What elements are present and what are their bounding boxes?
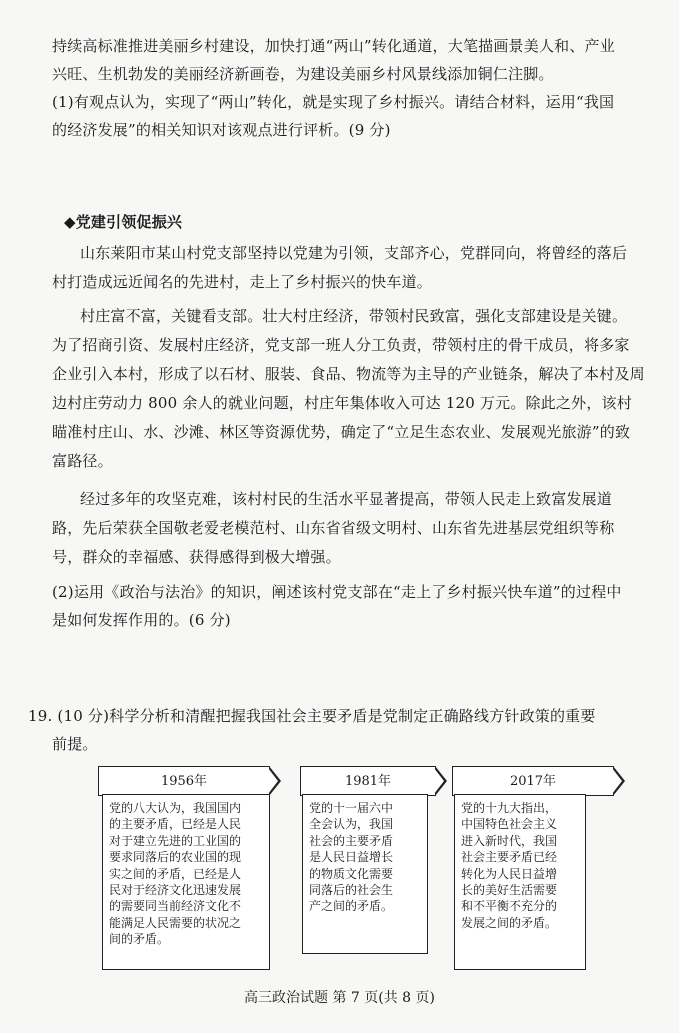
question-19-line: 19. (10 分)科学分析和清醒把握我国社会主要矛盾是党制定正确路线方针政策的重要 bbox=[28, 707, 596, 725]
box-line: 中国特色社会主义 bbox=[461, 817, 558, 832]
question-1-line: 的经济发展”的相关知识对该观点进行评析。(9 分) bbox=[52, 121, 391, 139]
paragraph-line: 村打造成远近闻名的先进村，走上了乡村振兴的快车道。 bbox=[52, 273, 433, 291]
box-line: 和不平衡不充分的 bbox=[461, 899, 558, 914]
box-line: 要求同落后的农业国的现 bbox=[109, 850, 242, 865]
paragraph-line: 持续高标准推进美丽乡村建设，加快打通“两山”转化通道，大笔描画景美人和、产业 bbox=[52, 37, 615, 55]
paragraph-line: 村庄富不富，关键看支部。壮大村庄经济，带领村民致富，强化支部建设是关键。 bbox=[80, 307, 628, 325]
box-line: 社会的主要矛盾 bbox=[309, 833, 394, 848]
paragraph-line: 路，先后荣获全国敬老爱老模范村、山东省省级文明村、山东省先进基层党组织等称 bbox=[52, 519, 615, 537]
box-line: 产之间的矛盾。 bbox=[309, 899, 394, 914]
paragraph-line: 兴旺、生机勃发的美丽经济新画卷，为建设美丽乡村风景线添加铜仁注脚。 bbox=[52, 65, 554, 83]
paragraph-line: 号，群众的幸福感、获得感得到极大增强。 bbox=[52, 548, 341, 566]
paragraph-line: 山东莱阳市某山村党支部坚持以党建为引领，支部齐心，党群同向，将曾经的落后 bbox=[80, 244, 628, 262]
box-line: 的物质文化需要 bbox=[309, 866, 394, 881]
box-line: 转化为人民日益增 bbox=[461, 866, 558, 881]
year-banner: 2017年 bbox=[452, 766, 614, 796]
box-line: 间的矛盾。 bbox=[109, 932, 170, 947]
year-banner: 1981年 bbox=[300, 766, 436, 796]
box-line: 实之间的矛盾，已经是人 bbox=[109, 866, 242, 881]
box-line: 的需要同当前经济文化不 bbox=[109, 899, 242, 914]
paragraph-line: 边村庄劳动力 800 余人的就业问题，村庄年集体收入可达 120 万元。除此之外，该村 bbox=[52, 394, 632, 412]
box-line: 是人民日益增长 bbox=[309, 850, 394, 865]
box-line: 全会认为，我国 bbox=[309, 817, 394, 832]
box-line: 党的十九大指出， bbox=[461, 801, 558, 815]
paragraph-line: 经过多年的攻坚克难，该村村民的生活水平显著提高，带领人民走上致富发展道 bbox=[80, 490, 613, 508]
box-line: 对于建立先进的工业国的 bbox=[109, 833, 242, 848]
timeline-text-box bbox=[454, 794, 586, 970]
paragraph-line: 瞄准村庄山、水、沙滩、林区等资源优势，确定了“立足生态农业、发展观光旅游”的致 bbox=[52, 423, 631, 441]
timeline-text-box bbox=[102, 794, 270, 970]
box-line: 进入新时代，我国 bbox=[461, 833, 558, 848]
box-line: 社会主要矛盾已经 bbox=[461, 850, 558, 865]
timeline-item-1981 bbox=[300, 766, 450, 986]
timeline-item-1956 bbox=[98, 766, 280, 986]
box-line: 民对于经济文化迅速发展 bbox=[109, 883, 242, 898]
box-line: 发展之间的矛盾。 bbox=[461, 915, 558, 930]
box-line: 党的十一届六中 bbox=[309, 801, 394, 815]
box-line: 长的美好生活需要 bbox=[461, 883, 558, 898]
timeline-item-2017 bbox=[452, 766, 628, 986]
box-line: 党的八大认为，我国国内 bbox=[109, 801, 242, 815]
timeline-text-box bbox=[302, 794, 428, 954]
paragraph-line: 企业引入本村，形成了以石材、服装、食品、物流等为主导的产业链条，解决了本村及周 bbox=[52, 365, 645, 383]
section-heading: ◆党建引领促振兴 bbox=[64, 213, 183, 231]
question-2-line: 是如何发挥作用的。(6 分) bbox=[52, 611, 231, 629]
question-1-line: (1)有观点认为，实现了“两山”转化，就是实现了乡村振兴。请结合材料，运用“我国 bbox=[52, 93, 615, 111]
box-line: 的主要矛盾，已经是人民 bbox=[109, 817, 242, 832]
paragraph-line: 为了招商引资、发展村庄经济，党支部一班人分工负责，带领村庄的骨干成员，将多家 bbox=[52, 336, 630, 354]
question-2-line: (2)运用《政治与法治》的知识，阐述该村党支部在“走上了乡村振兴快车道”的过程中 bbox=[52, 583, 622, 601]
paragraph-line: 富路径。 bbox=[52, 452, 113, 470]
box-line: 能满足人民需要的状况之 bbox=[109, 915, 242, 930]
question-19-line: 前提。 bbox=[52, 735, 98, 753]
box-line: 同落后的社会生 bbox=[309, 883, 394, 898]
year-banner: 1956年 bbox=[98, 766, 270, 796]
page-footer: 高三政治试题 第 7 页(共 8 页) bbox=[244, 990, 435, 1006]
